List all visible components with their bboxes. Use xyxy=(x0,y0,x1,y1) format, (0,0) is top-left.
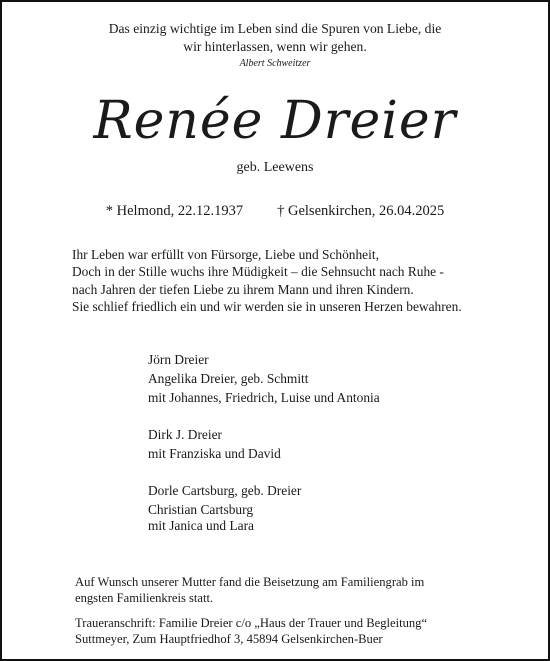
mourner-group xyxy=(148,427,281,465)
quote-line: Das einzig wichtige im Leben sind die Spuren von Liebe, die xyxy=(108,21,442,36)
mourner-name: Christian Cartsburg xyxy=(148,502,254,517)
maiden-name: geb. Leewens xyxy=(236,160,314,175)
deceased-name: Renée Dreier xyxy=(93,91,457,151)
address-line: Suttmeyer, Zum Hauptfriedhof 3, 45894 Gelsenkirchen-Buer xyxy=(75,631,383,646)
funeral-note-line: engsten Familienkreis statt. xyxy=(75,590,214,605)
mourner-group xyxy=(148,483,301,534)
mourner-name: Dorle Cartsburg, geb. Dreier xyxy=(148,483,302,498)
quote-line: wir hinterlassen, wenn wir gehen. xyxy=(183,39,367,54)
mourner-name: mit Johannes, Friedrich, Luise und Antonia xyxy=(148,390,380,405)
life-dates xyxy=(2,203,548,220)
address-line: Traueranschrift: Familie Dreier c/o „Haus der Trauer und Begleitung“ xyxy=(75,616,428,630)
funeral-note-line: Auf Wunsch unserer Mutter fand die Beisetzung am Familiengrab im xyxy=(75,575,425,589)
epigraph-quote xyxy=(2,20,548,56)
mourner-name: Dirk J. Dreier xyxy=(148,427,222,442)
mourner-name: mit Franziska und David xyxy=(148,446,281,461)
memorial-text xyxy=(72,246,462,315)
memorial-line: Sie schlief friedlich ein und wir werden sie in unseren Herzen bewahren. xyxy=(72,298,462,314)
mourner-name: mit Janica und Lara xyxy=(148,518,254,533)
birth-date: * Helmond, 22.12.1937 xyxy=(105,203,244,219)
death-date: † Gelsenkirchen, 26.04.2025 xyxy=(277,203,445,219)
quote-author: Albert Schweitzer xyxy=(239,58,311,69)
mourner-name: Jörn Dreier xyxy=(148,352,209,367)
funeral-note xyxy=(75,575,424,606)
mourner-name: Angelika Dreier, geb. Schmitt xyxy=(148,371,309,386)
memorial-line: Doch in der Stille wuchs ihre Müdigkeit – die Sehnsucht nach Ruhe - xyxy=(72,264,444,280)
mourning-address xyxy=(75,616,427,647)
memorial-line: nach Jahren der tiefen Liebe zu ihrem Mann und ihren Kindern. xyxy=(72,281,414,297)
mourner-group xyxy=(148,352,380,409)
memorial-line: Ihr Leben war erfüllt von Fürsorge, Liebe und Schönheit, xyxy=(72,247,379,262)
